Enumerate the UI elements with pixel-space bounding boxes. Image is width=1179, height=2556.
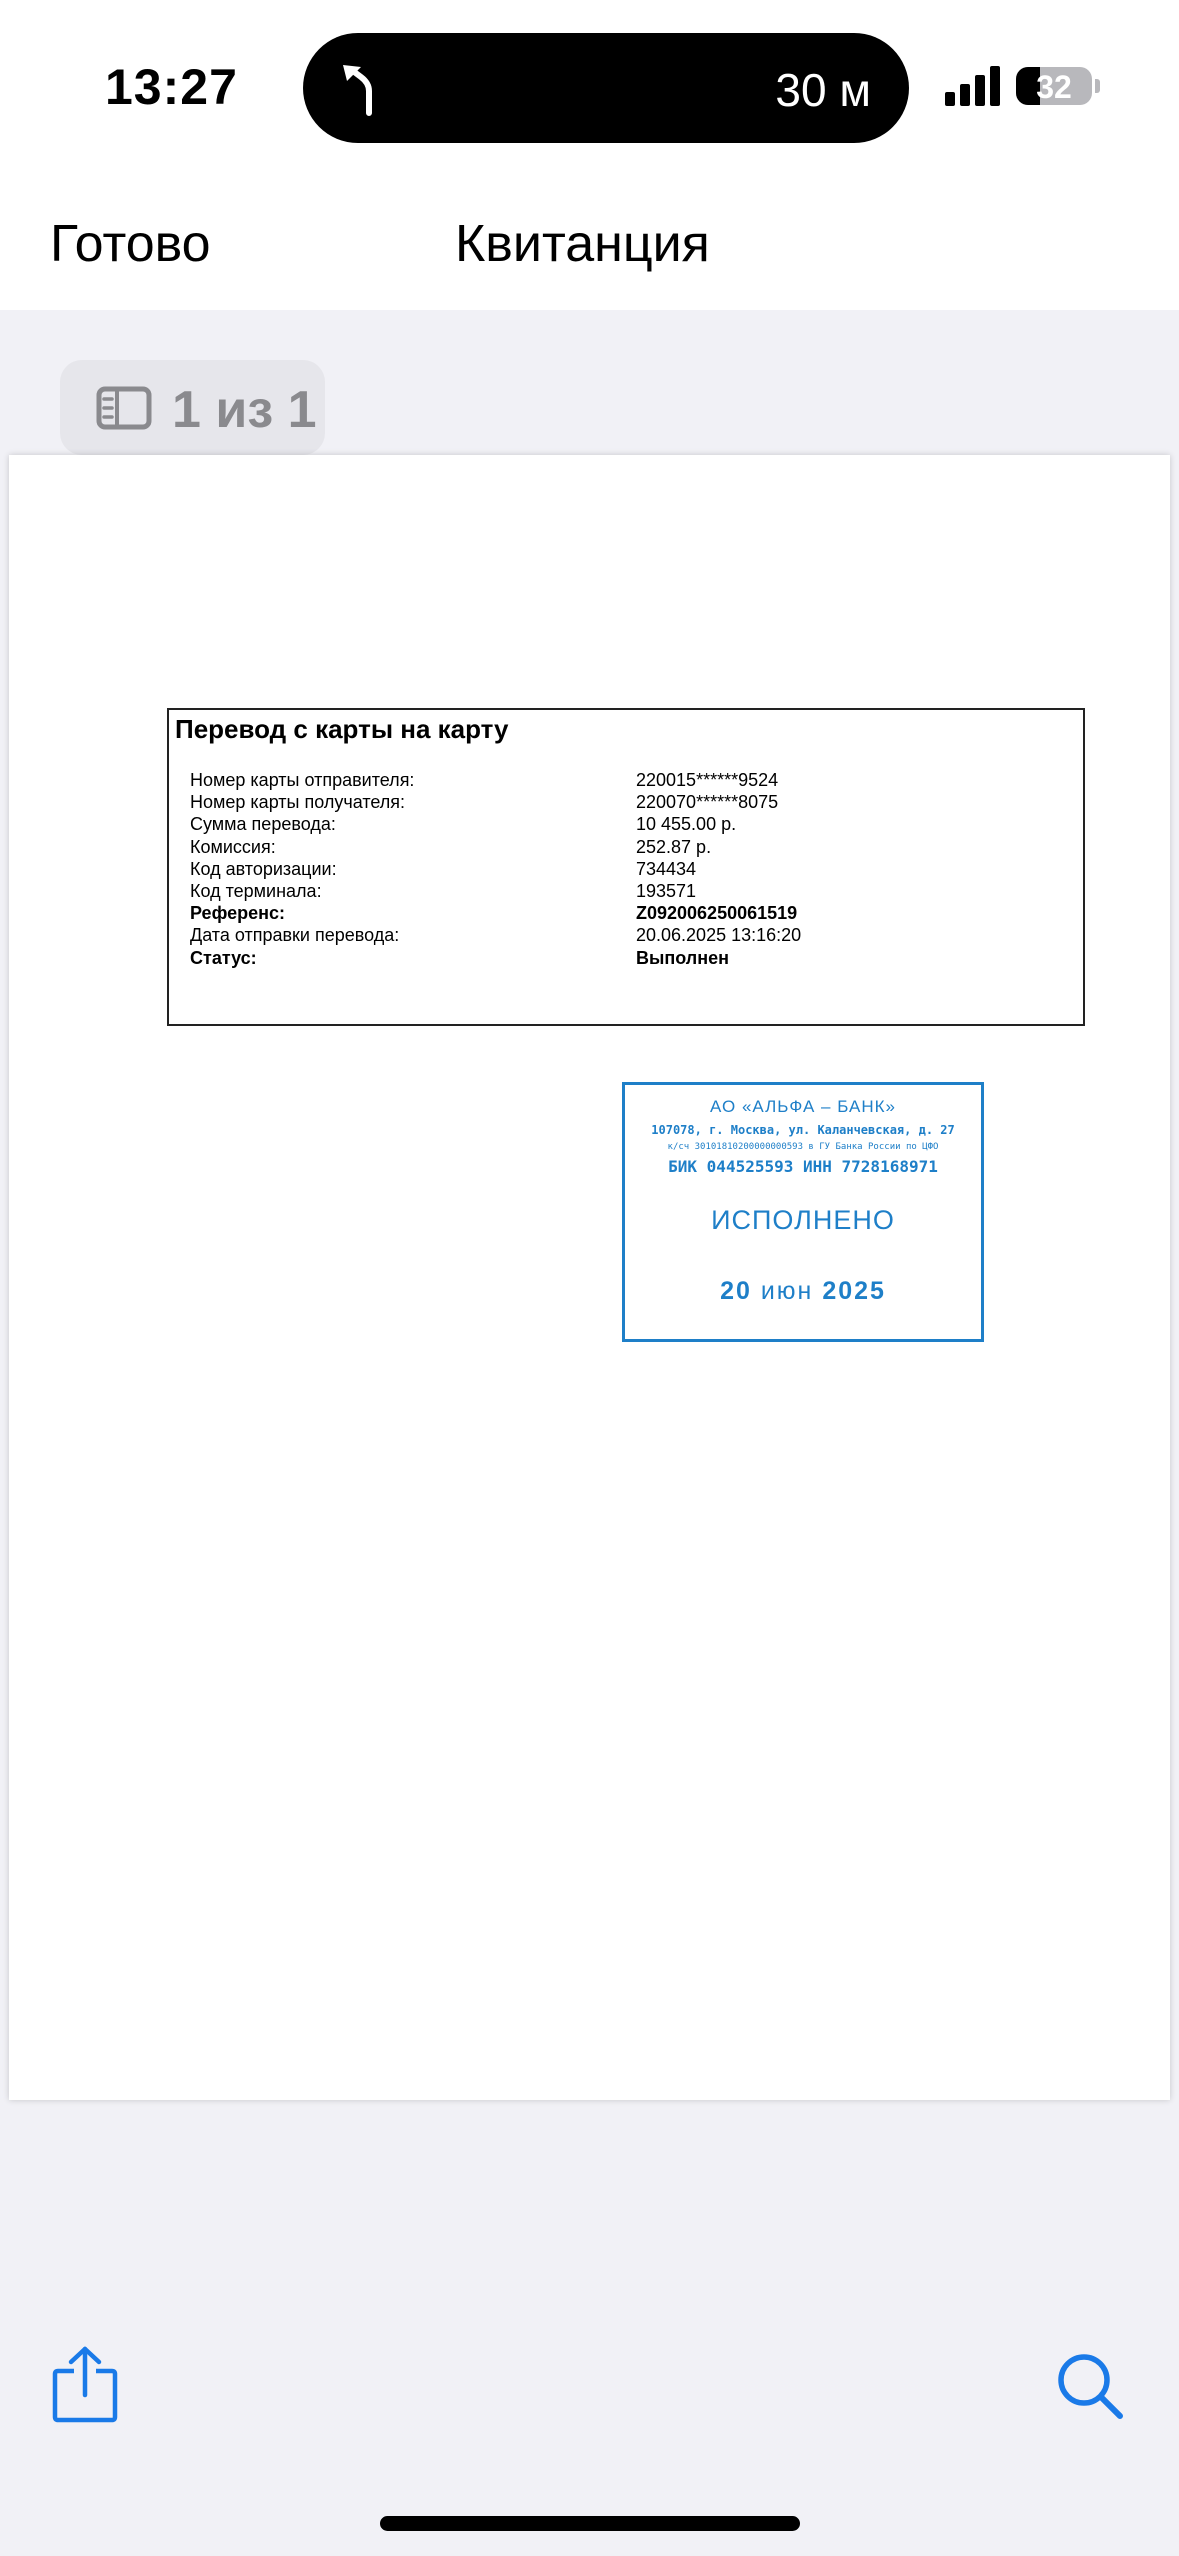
receipt-title: Перевод с карты на карту [175, 714, 509, 744]
battery-percent: 32 [1036, 69, 1072, 105]
document-page[interactable] [9, 455, 1170, 2100]
stamp-day: 20 [720, 1277, 752, 1305]
battery-tip [1095, 79, 1100, 93]
receipt-row-value: Выполнен [636, 947, 729, 968]
receipt-row-value: 10 455.00 р. [636, 814, 737, 835]
page-title: Квитанция [455, 215, 710, 273]
dynamic-island[interactable] [303, 33, 909, 143]
navigation-bar [0, 180, 1179, 310]
navigation-distance: 30 м [775, 64, 871, 116]
receipt-row-value: 220070******8075 [636, 792, 779, 813]
status-time: 13:27 [105, 59, 238, 115]
receipt-box [167, 708, 1085, 1026]
share-icon[interactable] [52, 2345, 118, 2423]
done-button[interactable]: Готово [50, 215, 211, 273]
receipt-row-label: Код авторизации: [190, 858, 337, 879]
page-count: 1 из 1 [172, 381, 317, 439]
stamp-bik: БИК 044525593 ИНН 7728168971 [668, 1157, 938, 1176]
receipt-row-label: Номер карты получателя: [190, 792, 406, 813]
receipt-row-label: Референс: [190, 903, 285, 924]
bank-stamp [622, 1082, 984, 1342]
search-icon[interactable] [1056, 2352, 1124, 2420]
receipt-row-label: Комиссия: [190, 836, 276, 857]
page-indicator[interactable] [60, 360, 325, 455]
receipt-row-value: Z092006250061519 [636, 903, 798, 924]
receipt-row-label: Статус: [190, 947, 257, 968]
status-bar [0, 0, 1179, 180]
battery-icon [1016, 67, 1092, 105]
receipt-row-label: Сумма перевода: [190, 814, 336, 835]
receipt-row-label: Код терминала: [190, 880, 322, 901]
stamp-year: 2025 [822, 1277, 886, 1305]
receipt-row-value: 252.87 р. [636, 836, 712, 857]
receipt-row-value: 193571 [636, 880, 697, 901]
receipt-row-value: 734434 [636, 858, 697, 879]
receipt-row-label: Номер карты отправителя: [190, 770, 415, 790]
stamp-month: июн [760, 1277, 814, 1305]
receipt-row-value: 20.06.2025 13:16:20 [636, 925, 802, 946]
stamp-date [625, 1277, 981, 1306]
stamp-address: 107078, г. Москва, ул. Каланчевская, д. 27 [651, 1123, 955, 1137]
stamp-status: ИСПОЛНЕНО [711, 1205, 895, 1235]
receipt-row-value: 220015******9524 [636, 770, 779, 790]
home-indicator[interactable] [380, 2516, 800, 2531]
turn-left-arrow-icon [339, 61, 389, 117]
receipt-row-label: Дата отправки перевода: [190, 925, 400, 946]
cellular-signal-icon [945, 66, 1001, 106]
stamp-account: к/сч 30101810200000000593 в ГУ Банка России по ЦФО [667, 1142, 939, 1152]
sidebar-icon [96, 386, 152, 430]
stamp-bank-name: АО «АЛЬФА – БАНК» [710, 1097, 896, 1116]
